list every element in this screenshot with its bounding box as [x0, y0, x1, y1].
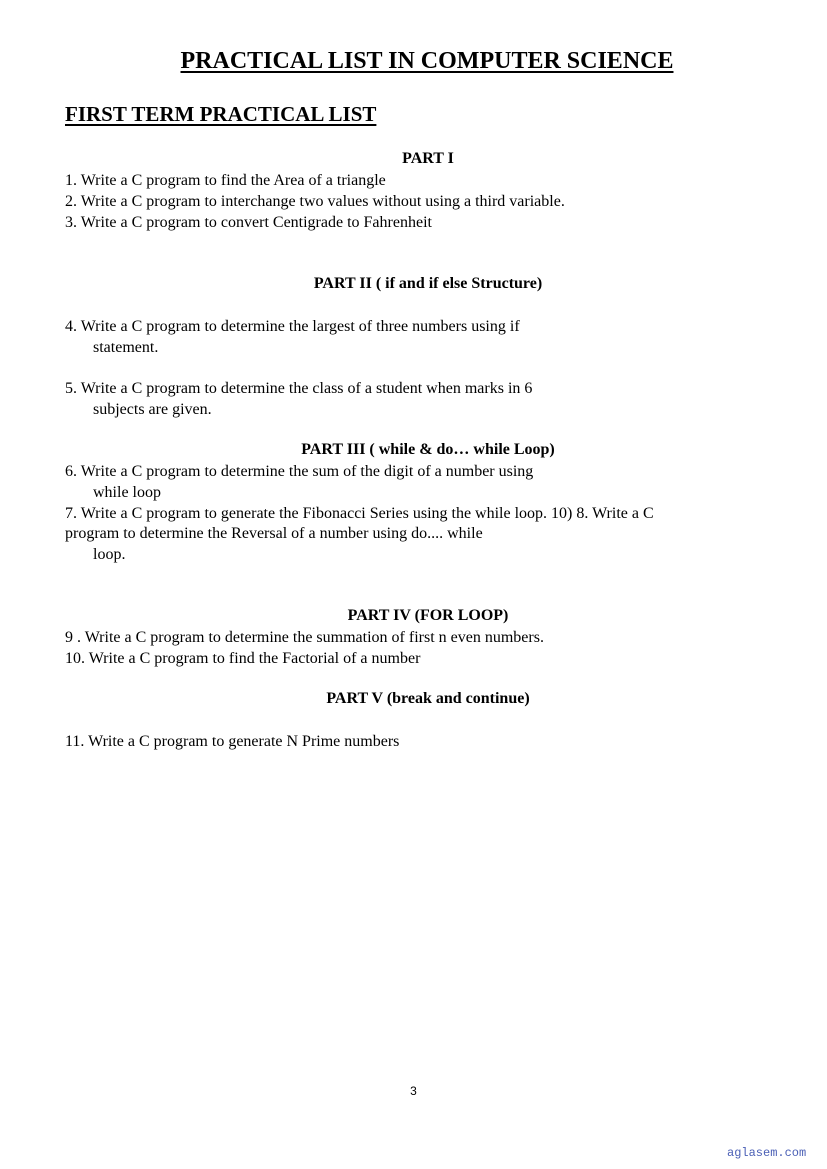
part-heading: PART II ( if and if else Structure)	[313, 275, 543, 292]
list-item: 3. Write a C program to convert Centigrade to Fahrenheit	[65, 214, 432, 231]
page-number: 3	[410, 1084, 417, 1098]
list-item: 4. Write a C program to determine the largest of three numbers using if	[65, 318, 520, 335]
list-item-continuation: statement.	[93, 339, 159, 356]
part-heading: PART V (break and continue)	[326, 690, 530, 707]
list-item: 9 . Write a C program to determine the summation of first n even numbers.	[65, 629, 544, 646]
list-item: 2. Write a C program to interchange two values without using a third variable.	[65, 193, 565, 210]
list-item: 10. Write a C program to find the Factorial of a number	[65, 650, 421, 667]
list-item: 6. Write a C program to determine the sum of the digit of a number using	[65, 463, 534, 480]
section-title: FIRST TERM PRACTICAL LIST	[65, 102, 377, 126]
list-item: 11. Write a C program to generate N Prime numbers	[65, 733, 400, 750]
list-item: 1. Write a C program to find the Area of a triangle	[65, 172, 386, 189]
list-item-continuation: while loop	[93, 484, 161, 501]
watermark: aglasem.com	[727, 1146, 807, 1160]
part-heading: PART I	[402, 150, 454, 167]
part-heading: PART IV (FOR LOOP)	[347, 607, 509, 624]
list-item: 7. Write a C program to generate the Fibonacci Series using the while loop. 10) 8. Write a C	[65, 505, 654, 522]
list-item-continuation: subjects are given.	[93, 401, 212, 418]
page-title: PRACTICAL LIST IN COMPUTER SCIENCE	[180, 48, 674, 74]
part-heading: PART III ( while & do… while Loop)	[301, 441, 555, 458]
list-item: 5. Write a C program to determine the class of a student when marks in 6	[65, 380, 533, 397]
list-item-continuation: program to determine the Reversal of a number using do.... while	[65, 525, 483, 542]
list-item-continuation: loop.	[93, 546, 126, 563]
